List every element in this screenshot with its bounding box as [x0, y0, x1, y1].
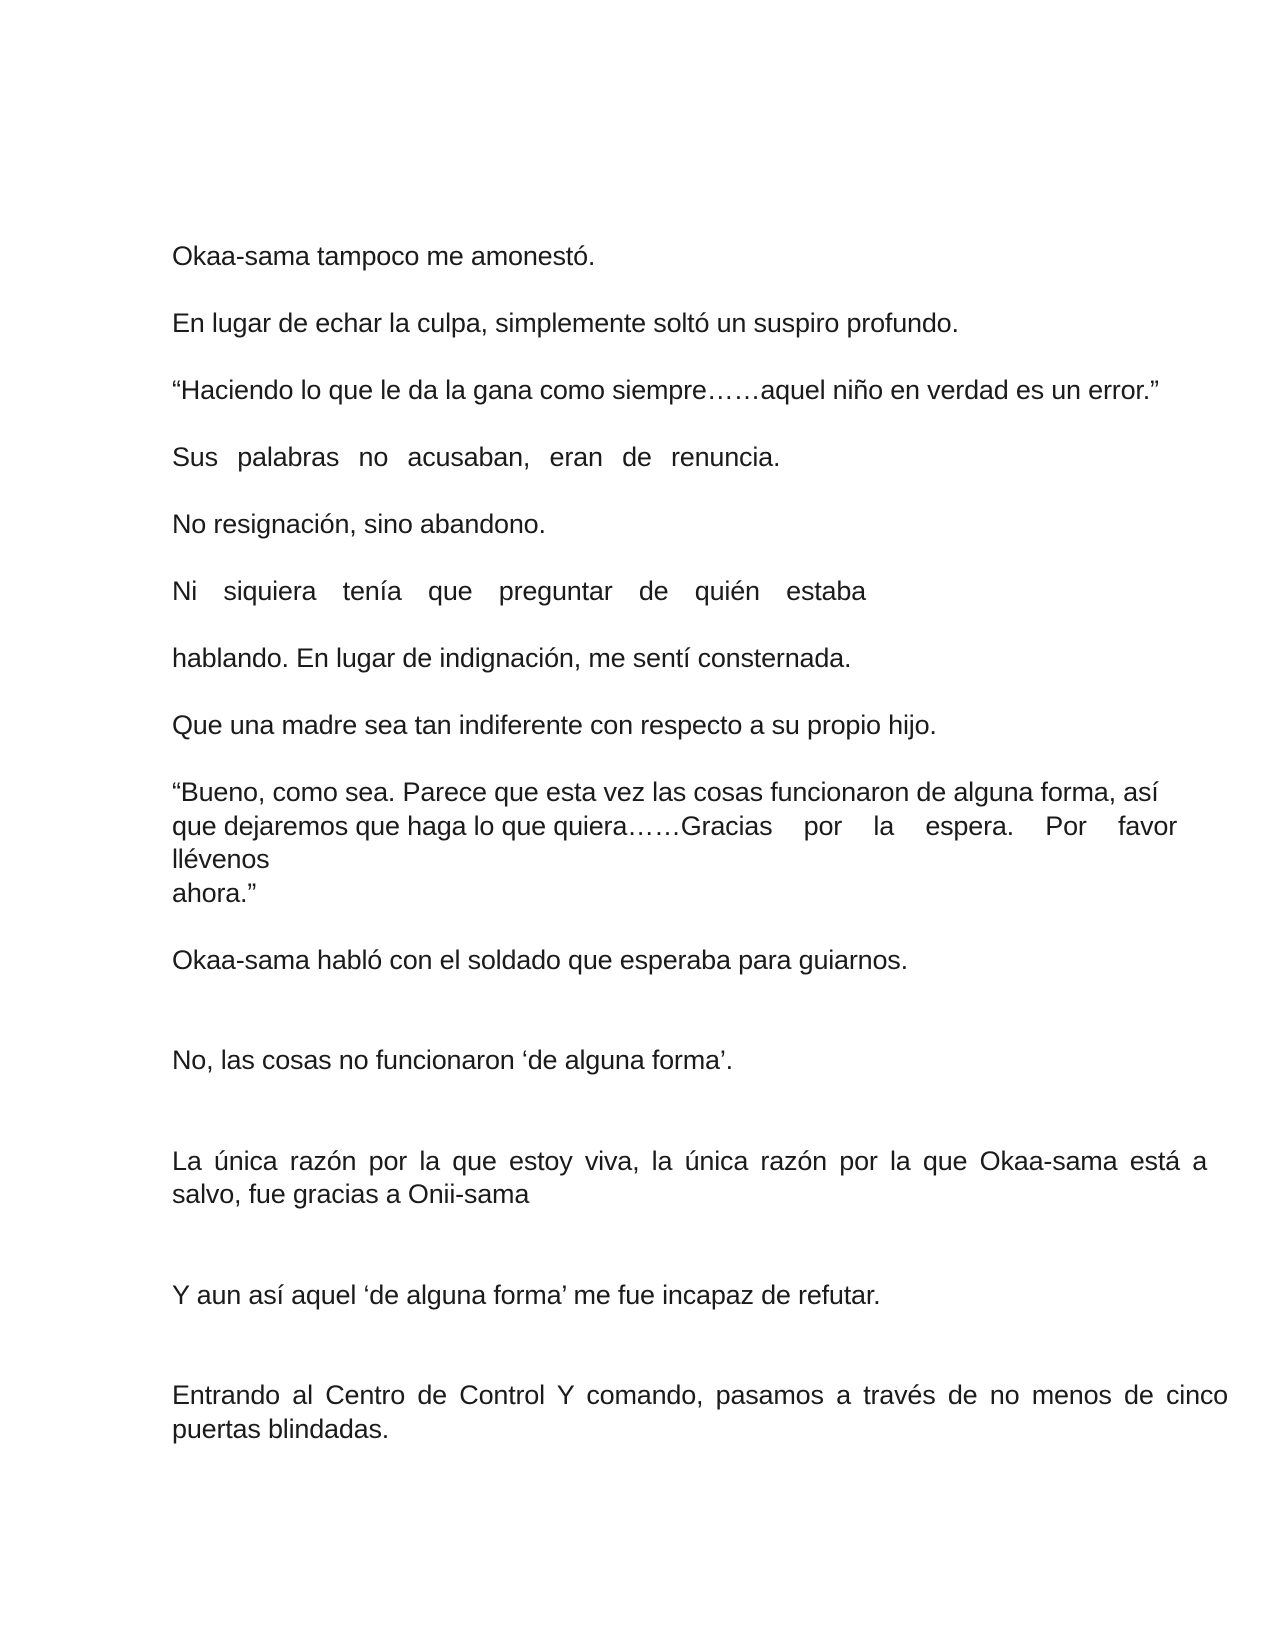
text-segment: No resignación, sino abandono. — [172, 509, 546, 539]
paragraph-11 — [172, 1044, 1275, 1078]
text-segment: ahora.” — [172, 877, 257, 908]
text-segment: En lugar de echar la culpa, simplemente soltó un suspiro profundo. — [172, 308, 959, 338]
paragraph-3 — [172, 374, 1275, 408]
text-line — [172, 776, 1275, 810]
paragraph-8 — [172, 709, 1275, 743]
text-line — [172, 709, 1275, 743]
text-line — [172, 1145, 1275, 1179]
paragraph-9 — [172, 776, 1275, 910]
text-segment: Entrando al Centro de Control Y comando, pasamos a través de no menos de cinco — [172, 1380, 1228, 1410]
text-segment: hablando. En lugar de indignación, me sentí consternada. — [172, 643, 852, 673]
text-line — [172, 1279, 1275, 1313]
text-line — [172, 642, 1275, 676]
text-line — [172, 240, 1275, 274]
paragraph-4 — [172, 441, 1275, 475]
paragraph-5 — [172, 508, 1275, 542]
text-line — [172, 1379, 1275, 1413]
text-line — [172, 307, 1275, 341]
text-segment: Okaa-sama habló con el soldado que esperaba para guiarnos. — [172, 944, 908, 975]
text-line — [172, 1178, 1275, 1212]
text-line — [172, 508, 1275, 542]
text-segment: por la espera. Por favor — [772, 810, 1178, 841]
text-segment: La única razón por la que estoy viva, la única razón por la que Okaa-sama está a — [172, 1145, 1208, 1176]
text-segment: No, las cosas no funcionaron ‘de alguna forma’. — [172, 1045, 733, 1075]
paragraph-2 — [172, 307, 1275, 341]
text-line — [172, 1413, 1275, 1447]
text-line — [172, 575, 1275, 609]
text-line — [172, 441, 1275, 475]
paragraph-10 — [172, 944, 1275, 978]
paragraph-1 — [172, 240, 1275, 274]
text-segment: puertas blindadas. — [172, 1413, 390, 1444]
text-segment: llévenos — [172, 844, 270, 874]
text-segment: Ni siquiera tenía que preguntar de quién estaba — [172, 576, 867, 606]
text-line — [172, 944, 1275, 978]
text-line — [172, 877, 1275, 911]
text-line — [172, 374, 1275, 408]
text-segment: Que una madre sea tan indiferente con respecto a su propio hijo. — [172, 710, 937, 740]
paragraph-7 — [172, 642, 1275, 676]
paragraph-12 — [172, 1145, 1275, 1212]
paragraph-13 — [172, 1279, 1275, 1313]
text-segment: Y aun así aquel ‘de alguna forma’ me fue incapaz de refutar. — [172, 1279, 881, 1310]
text-segment: Sus palabras no acusaban, eran de renuncia. — [172, 442, 781, 472]
text-line — [172, 1044, 1275, 1078]
text-segment: que dejaremos que haga lo que quiera……Gracias — [172, 810, 773, 841]
text-segment: salvo, fue gracias a Onii-sama — [172, 1179, 530, 1209]
text-segment: Okaa-sama tampoco me amonestó. — [172, 241, 596, 271]
text-line — [172, 810, 1275, 844]
text-line — [172, 843, 1275, 877]
text-segment: “Bueno, como sea. Parece que esta vez las cosas funcionaron de alguna forma, así — [172, 777, 1159, 807]
paragraph-14 — [172, 1379, 1275, 1446]
paragraph-6 — [172, 575, 1275, 609]
paragraphs — [172, 240, 1275, 1446]
text-segment: “Haciendo lo que le da la gana como siempre……aquel niño en verdad es un error.” — [172, 375, 1159, 405]
